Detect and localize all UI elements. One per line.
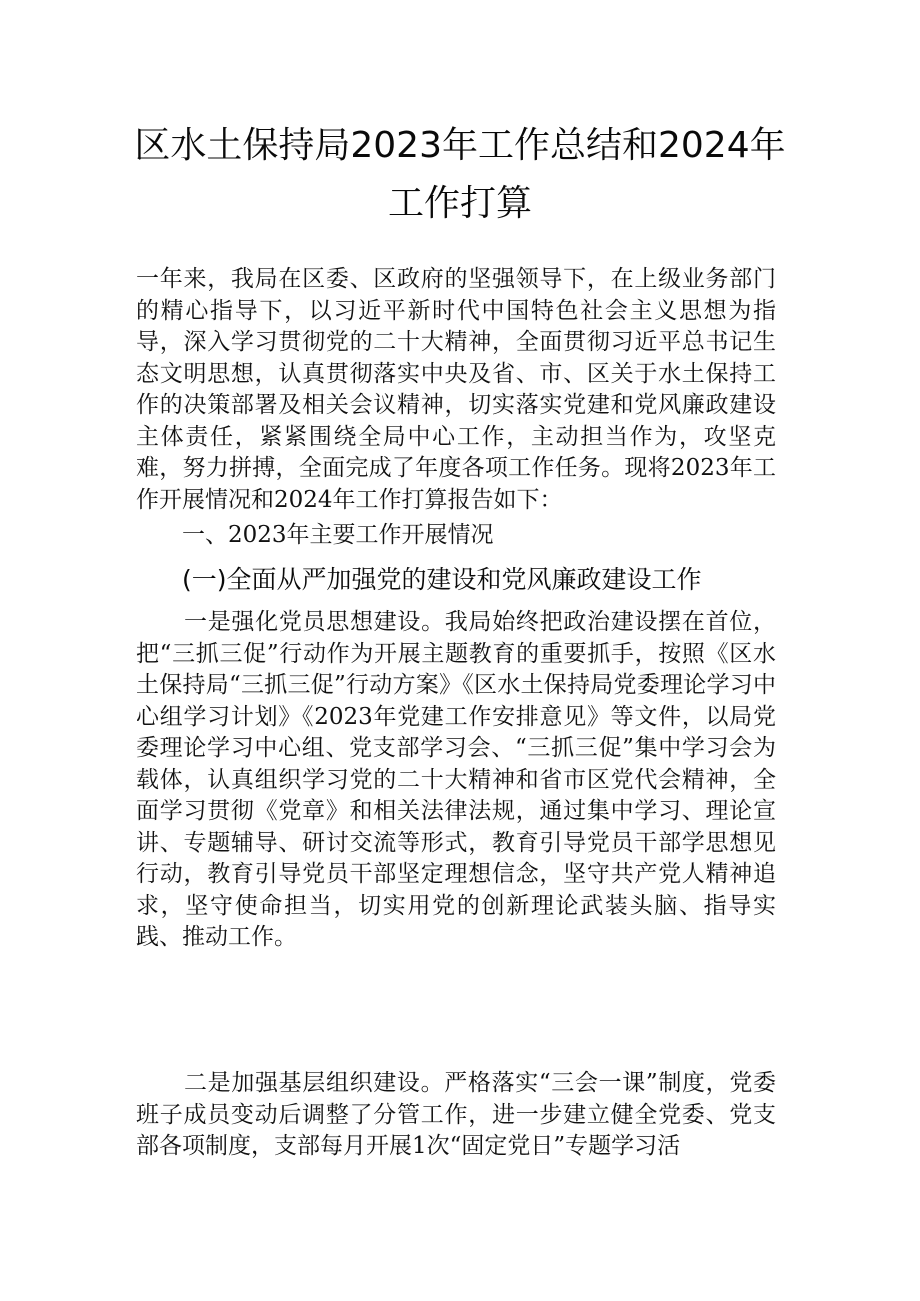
paragraph-2: 二是加强基层组织建设。严格落实“三会一课”制度，党委班子成员变动后调整了分管工作，进一步建立健全党委、党支部各项制度，支部每月开展1次“固定党日”专题学习活: [136, 1070, 776, 1159]
paragraph-1: 一是强化党员思想建设。我局始终把政治建设摆在首位，把“三抓三促”行动作为开展主题教育的重要抓手，按照《区水土保持局“三抓三促”行动方案》《区水土保持局党委理论学习中心组学习计划》《2023年党建工作安排意见》等文件，以局党委理论学习中心组、党支部学习会、“三抓三促”集中学习会为载体，认真组织学习党的二十大精神和省市区党代会精神，全面学习贯彻《党章》和相关法律法规，通过集中学习、理论宣讲、专题辅导、研讨交流等形式，教育引导党员干部学思想见行动，教育引导党员干部坚定理想信念，坚守共产党人精神追求，坚守使命担当，切实用党的创新理论武装头脑、指导实践、推动工作。: [136, 609, 776, 950]
document-title-line-1: 区水土保持局2023年工作总结和2024年: [134, 125, 786, 166]
document-title-line-2: 工作打算: [387, 183, 532, 224]
intro-paragraph: 一年来，我局在区委、区政府的坚强领导下，在上级业务部门的精心指导下，以习近平新时代中国特色社会主义思想为指导，深入学习贯彻党的二十大精神，全面贯彻习近平总书记生态文明思想，认真贯彻落实中央及省、市、区关于水土保持工作的决策部署及相关会议精神，切实落实党建和党风廉政建设主体责任，紧紧围绕全局中心工作，主动担当作为，攻坚克难，努力拼搏，全面完成了年度各项工作任务。现将2023年工作开展情况和2024年工作打算报告如下：: [136, 266, 776, 513]
sub-heading: (一)全面从严加强党的建设和党风廉政建设工作: [182, 565, 702, 594]
section-heading: 一、2023年主要工作开展情况: [182, 522, 494, 548]
